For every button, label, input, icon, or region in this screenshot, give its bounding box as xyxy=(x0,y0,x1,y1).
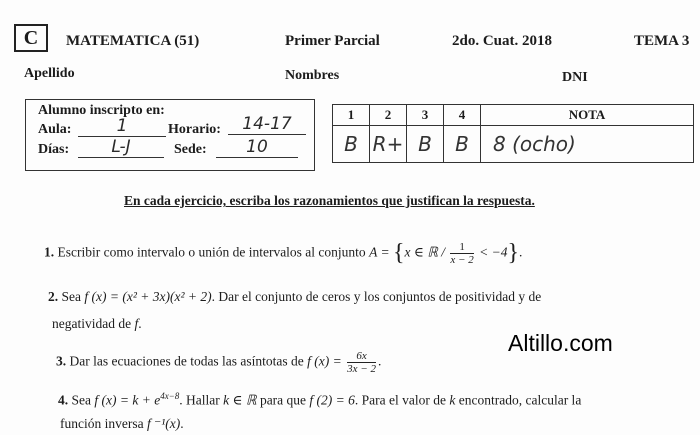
dni-field: DNI xyxy=(562,70,588,85)
exercise-2-f: f xyxy=(134,316,139,331)
grade-value-nota: 8 (ocho) xyxy=(481,126,694,163)
exercise-3-fraction xyxy=(347,350,376,375)
subject-title: MATEMATICA (51) xyxy=(66,33,200,49)
horario-label: Horario: xyxy=(168,122,221,137)
exercise-2-function: f (x) = (x² + 3x)(x² + 2) xyxy=(84,289,212,304)
exercise-1-number: 1. xyxy=(44,244,55,260)
sede-value: 10 xyxy=(216,137,298,158)
exercise-2-text: . Dar el conjunto de ceros y los conjuntos de positividad y de xyxy=(211,289,542,304)
exercise-1-text: Escribir como intervalo o unión de intervalos al conjunto xyxy=(57,244,366,260)
exercise-1-frac-den: x − 2 xyxy=(450,254,474,266)
exercise-4-text2: encontrado, calcular la xyxy=(458,392,582,408)
exam-title: Primer Parcial xyxy=(285,33,380,49)
aula-value: 1 xyxy=(78,116,166,137)
exercise-1-set-post: < −4 xyxy=(475,244,508,260)
aula-line xyxy=(78,116,166,137)
grade-header-1: 1 xyxy=(333,105,370,126)
grade-table xyxy=(332,104,694,163)
exercise-1-fraction xyxy=(450,241,473,266)
exercise-4-inverse: f ⁻¹(x) xyxy=(146,416,181,431)
exercise-2 xyxy=(48,289,541,305)
exercise-4-cond: f (2) = 6 xyxy=(309,392,355,408)
grade-value-4: B xyxy=(444,126,481,163)
grade-value-2: R+ xyxy=(370,126,407,163)
apellido-field: Apellido xyxy=(24,66,75,81)
tema-label: TEMA 3 xyxy=(634,33,690,49)
exercise-4-line2-text: función inversa xyxy=(60,416,144,431)
exercise-3-frac-den: 3x − 2 xyxy=(347,363,376,375)
alumno-info-box xyxy=(25,99,315,171)
version-letter: C xyxy=(23,27,39,49)
exercise-4-exponent: 4x−8 xyxy=(160,391,180,401)
exercise-4-line2: función inversa f ⁻¹(x). xyxy=(60,416,184,431)
grade-value-3: B xyxy=(407,126,444,163)
grade-header-4: 4 xyxy=(444,105,481,126)
aula-label: Aula: xyxy=(38,122,72,137)
exercise-3-text: Dar las ecuaciones de todas las asíntotas de xyxy=(69,353,304,369)
dias-line xyxy=(78,137,164,158)
instruction-text: En cada ejercicio, escriba los razonamientos que justifican la respuesta. xyxy=(124,193,535,208)
exercise-4-k: k ∈ ℝ xyxy=(223,392,257,408)
grade-header-2: 2 xyxy=(370,105,407,126)
horario-line xyxy=(228,114,306,135)
exercise-1: 1. Escribir como intervalo o unión de intervalos al conjunto A = {x ∈ ℝ / $\frac{1}{x - 2}$ < −4}. xyxy=(44,240,523,266)
grade-value-row xyxy=(333,126,694,163)
exercise-4-pre: Sea xyxy=(71,392,91,408)
exercise-1-frac-num: 1 xyxy=(450,241,473,254)
grade-header-3: 3 xyxy=(407,105,444,126)
nombres-field: Nombres xyxy=(285,68,340,83)
exercise-2-number: 2. xyxy=(48,289,59,304)
grade-header-nota: NOTA xyxy=(481,105,694,126)
sede-label: Sede: xyxy=(174,142,207,157)
exercise-3: 3. Dar las ecuaciones de todas las asíntotas de f (x) = $\frac{6x}{3x - 2}$ . xyxy=(56,350,382,375)
grade-value-1: B xyxy=(333,126,370,163)
exercise-1-set-lhs: A = xyxy=(369,244,393,260)
exercise-4-number: 4. xyxy=(58,392,69,408)
grade-header-row xyxy=(333,105,694,126)
version-letter-box xyxy=(14,24,48,52)
dias-value: L-J xyxy=(78,137,164,158)
exercise-4-k2: k xyxy=(449,392,456,408)
exercise-2-line2: negatividad de f. xyxy=(52,316,142,331)
exercise-4 xyxy=(58,391,581,409)
close-brace: } xyxy=(507,240,519,266)
sede-line xyxy=(216,137,298,158)
exercise-4-text: . Para el valor de xyxy=(354,392,446,408)
open-brace: { xyxy=(392,240,405,266)
exercise-4-function: f (x) = k + e xyxy=(94,392,161,408)
dias-label: Días: xyxy=(38,142,70,157)
watermark-logo: Altillo.com xyxy=(508,330,613,356)
exercise-3-lhs: f (x) = xyxy=(307,353,346,369)
exercise-3-frac-num: 6x xyxy=(347,350,376,363)
horario-value: 14-17 xyxy=(228,114,306,135)
term-label: 2do. Cuat. 2018 xyxy=(452,33,553,49)
alumno-title: Alumno inscripto en: xyxy=(38,103,165,118)
exercise-3-number: 3. xyxy=(56,353,67,369)
exercise-2-line2-text: negatividad de xyxy=(52,316,132,331)
exercise-2-pre: Sea xyxy=(61,289,81,304)
exercise-4-mid: . Hallar xyxy=(179,392,220,408)
exercise-1-set-cond: x ∈ ℝ / xyxy=(404,244,449,260)
exercise-4-mid2: para que xyxy=(259,392,307,408)
